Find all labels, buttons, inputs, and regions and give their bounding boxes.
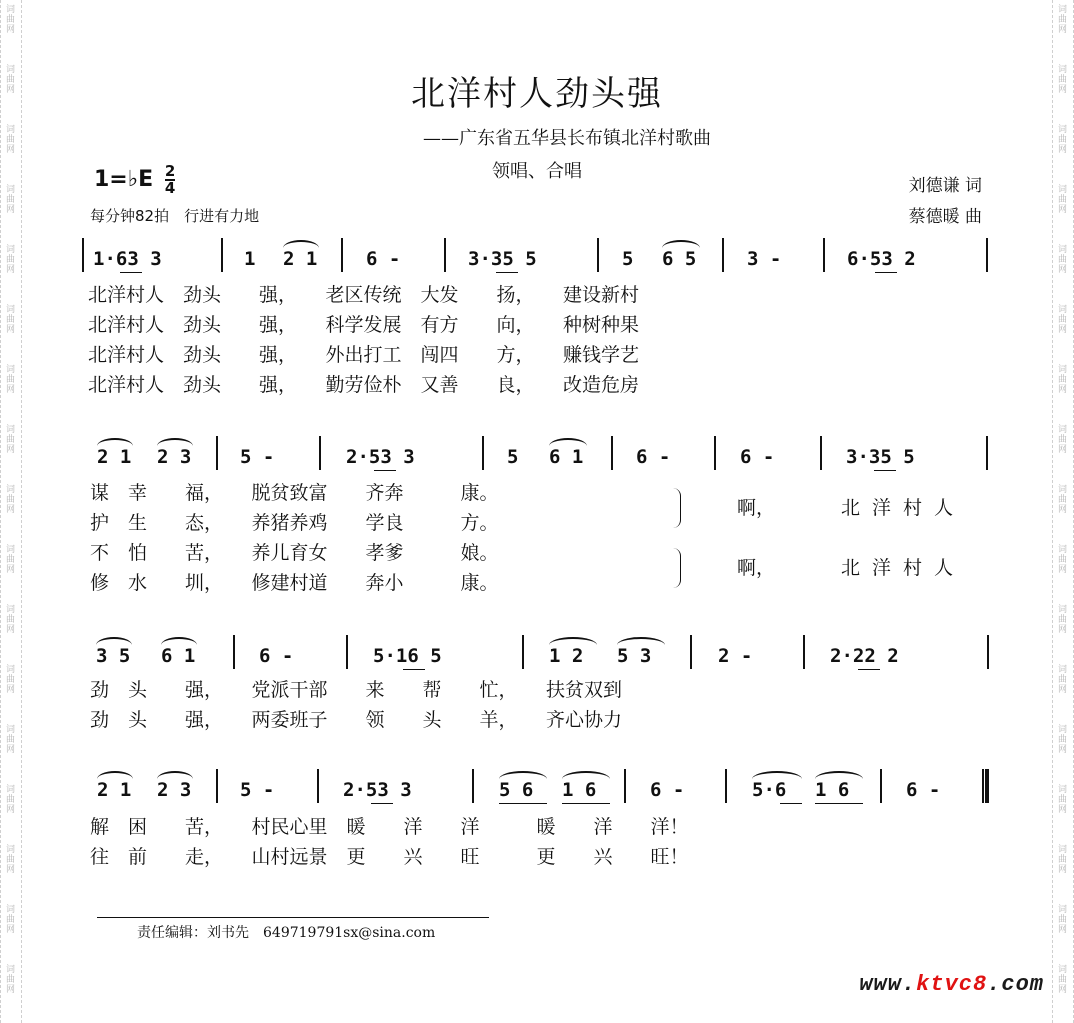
- measure-notes: 2 3: [157, 779, 192, 801]
- watermark-text: 词曲网: [1056, 244, 1066, 274]
- watermark-text: 词曲网: [4, 904, 14, 934]
- barline: [216, 769, 218, 803]
- measure-notes: 2 1: [97, 446, 132, 468]
- underline-beam: [875, 272, 897, 273]
- underline-beam: [403, 669, 425, 670]
- watermark-text: 词曲网: [1056, 364, 1066, 394]
- watermark-text: 词曲网: [1056, 724, 1066, 754]
- barline: [317, 769, 319, 803]
- barline: [611, 436, 613, 470]
- measure-notes: 3·35 5: [468, 248, 537, 270]
- watermark-text: 词曲网: [4, 124, 14, 154]
- measure-notes: 5: [507, 446, 519, 468]
- verse-brace: [672, 548, 681, 588]
- barline: [472, 769, 474, 803]
- measure-notes: 6 1: [161, 645, 196, 667]
- lyric-verse-3: 不 怕 苦， 养儿育女 孝爹 娘。: [90, 542, 499, 564]
- watermark-text: 词曲网: [4, 964, 14, 994]
- editor-credit: 责任编辑：刘书先 649719791sx@sina.com: [137, 925, 436, 941]
- watermark-text: 词曲网: [1056, 544, 1066, 574]
- key-signature: [94, 164, 175, 196]
- watermark-text: 词曲网: [4, 364, 14, 394]
- measure-notes: 2·22 2: [830, 645, 899, 667]
- lyric-verse-4: 北洋村人 劲头 强， 勤劳俭朴 又善 良， 改造危房: [88, 374, 640, 396]
- barline: [803, 635, 805, 669]
- measure-notes: 5·6: [752, 779, 787, 801]
- barline: [444, 238, 446, 272]
- barline: [522, 635, 524, 669]
- barline: [82, 238, 84, 272]
- watermark-text: 词曲网: [4, 64, 14, 94]
- measure-notes: 5 6: [499, 779, 534, 801]
- measure-notes: 1 6: [562, 779, 597, 801]
- watermark-text: 词曲网: [4, 544, 14, 574]
- measure-notes: 5 3: [617, 645, 652, 667]
- underline-beam: [562, 803, 610, 804]
- right-watermark-strip: [1052, 0, 1074, 1023]
- watermark-text: 词曲网: [1056, 784, 1066, 814]
- measure-notes: 3·35 5: [846, 446, 915, 468]
- measure-notes: 6 -: [740, 446, 775, 468]
- measure-notes: 6 1: [549, 446, 584, 468]
- barline: [233, 635, 235, 669]
- barline: [722, 238, 724, 272]
- lyric-verse-1: 北洋村人 劲头 强， 老区传统 大发 扬， 建设新村: [88, 284, 640, 306]
- watermark-text: 词曲网: [4, 244, 14, 274]
- left-watermark-strip: [0, 0, 22, 1023]
- measure-notes: 2·53 3: [343, 779, 412, 801]
- underline-beam: [499, 803, 547, 804]
- barline: [725, 769, 727, 803]
- measure-notes: 6 -: [636, 446, 671, 468]
- barline: [880, 769, 882, 803]
- lyric-verse-2: 北洋村人 劲头 强， 科学发展 有方 向， 种树种果: [88, 314, 640, 336]
- lyric-verse-2: 护 生 态， 养猪养鸡 学良 方。: [90, 512, 499, 534]
- barline: [986, 436, 988, 470]
- measure-notes: 3 5: [96, 645, 131, 667]
- song-subtitle: ——广东省五华县长布镇北洋村歌曲: [423, 128, 711, 149]
- watermark-text: 词曲网: [4, 724, 14, 754]
- song-title: 北洋村人劲头强: [411, 74, 663, 114]
- measure-notes: 2 -: [718, 645, 753, 667]
- barline: [986, 238, 988, 272]
- barline: [624, 769, 626, 803]
- lyric-verse-2: 往 前 走， 山村远景 更 兴 旺 更 兴 旺！: [90, 846, 689, 868]
- refrain-ah: 啊，: [737, 557, 776, 579]
- watermark-text: 词曲网: [4, 484, 14, 514]
- barline: [319, 436, 321, 470]
- underline-beam: [374, 470, 396, 471]
- barline: [714, 436, 716, 470]
- watermark-text: 词曲网: [4, 844, 14, 874]
- site-logo[interactable]: [859, 972, 1044, 997]
- measure-notes: 2 1: [283, 248, 318, 270]
- lyric-verse-3: 北洋村人 劲头 强， 外出打工 闯四 方， 赚钱学艺: [88, 344, 640, 366]
- measure-notes: 6 -: [650, 779, 685, 801]
- underline-beam: [371, 803, 393, 804]
- underline-beam: [496, 272, 518, 273]
- measure-notes: 6·53 2: [847, 248, 916, 270]
- watermark-text: 词曲网: [1056, 604, 1066, 634]
- measure-notes: 5 -: [240, 779, 275, 801]
- lyric-verse-1: 解 困 苦， 村民心里 暖 洋 洋 暖 洋 洋！: [90, 816, 689, 838]
- watermark-text: 词曲网: [4, 184, 14, 214]
- barline: [820, 436, 822, 470]
- barline: [482, 436, 484, 470]
- lyric-verse-1: 劲 头 强， 党派干部 来 帮 忙， 扶贫双到: [90, 679, 623, 701]
- measure-notes: 6 5: [662, 248, 697, 270]
- time-top: 2: [164, 162, 176, 180]
- measure-notes: 6 -: [259, 645, 294, 667]
- site-prefix: www.: [859, 972, 917, 997]
- underline-beam: [858, 669, 880, 670]
- measure-notes: 5: [622, 248, 634, 270]
- barline: [346, 635, 348, 669]
- site-suffix: .com: [987, 972, 1044, 997]
- barline: [597, 238, 599, 272]
- measure-notes: 2 3: [157, 446, 192, 468]
- performance-form: 领唱、合唱: [492, 161, 582, 182]
- watermark-text: 词曲网: [4, 604, 14, 634]
- measure-notes: 5·16 5: [373, 645, 442, 667]
- watermark-text: 词曲网: [1056, 304, 1066, 334]
- lyricist-credit: 刘德谦 词: [908, 176, 982, 196]
- refrain-words: 北洋村人: [841, 497, 966, 519]
- underline-beam: [120, 272, 142, 273]
- watermark-text: 词曲网: [1056, 664, 1066, 694]
- key-label: 1=♭E: [94, 167, 154, 192]
- verse-brace: [672, 488, 681, 528]
- lyric-verse-2: 劲 头 强， 两委班子 领 头 羊， 齐心协力: [90, 709, 623, 731]
- watermark-text: 词曲网: [1056, 4, 1066, 34]
- measure-notes: 5 -: [240, 446, 275, 468]
- measure-notes: 6 -: [906, 779, 941, 801]
- measure-notes: 6 -: [366, 248, 401, 270]
- time-bottom: 4: [164, 179, 176, 197]
- underline-beam: [815, 803, 863, 804]
- time-signature: [165, 164, 175, 196]
- measure-notes: 1·63 3: [93, 248, 162, 270]
- watermark-text: 词曲网: [1056, 484, 1066, 514]
- measure-notes: 3 -: [747, 248, 782, 270]
- barline: [221, 238, 223, 272]
- watermark-text: 词曲网: [1056, 124, 1066, 154]
- measure-notes: 2·53 3: [346, 446, 415, 468]
- site-brand: ktvc8: [916, 972, 988, 997]
- measure-notes: 1 2: [549, 645, 584, 667]
- composer-credit: 蔡德暖 曲: [908, 207, 982, 227]
- measure-notes: 1: [244, 248, 256, 270]
- barline: [341, 238, 343, 272]
- tempo-marking: 每分钟82拍 行进有力地: [90, 207, 260, 225]
- lyric-verse-4: 修 水 圳， 修建村道 奔小 康。: [90, 572, 499, 594]
- watermark-text: 词曲网: [4, 424, 14, 454]
- watermark-text: 词曲网: [1056, 64, 1066, 94]
- watermark-text: 词曲网: [1056, 184, 1066, 214]
- watermark-text: 词曲网: [1056, 964, 1066, 994]
- watermark-text: 词曲网: [1056, 424, 1066, 454]
- barline: [987, 635, 989, 669]
- watermark-text: 词曲网: [1056, 844, 1066, 874]
- final-barline: [982, 769, 989, 803]
- watermark-text: 词曲网: [1056, 904, 1066, 934]
- underline-beam: [780, 803, 802, 804]
- barline: [690, 635, 692, 669]
- watermark-text: 词曲网: [4, 784, 14, 814]
- footer-rule: [97, 917, 489, 918]
- underline-beam: [874, 470, 896, 471]
- watermark-text: 词曲网: [4, 304, 14, 334]
- measure-notes: 2 1: [97, 779, 132, 801]
- watermark-text: 词曲网: [4, 4, 14, 34]
- barline: [216, 436, 218, 470]
- refrain-words: 北洋村人: [841, 557, 966, 579]
- watermark-text: 词曲网: [4, 664, 14, 694]
- lyric-verse-1: 谋 幸 福， 脱贫致富 齐奔 康。: [90, 482, 499, 504]
- barline: [823, 238, 825, 272]
- measure-notes: 1 6: [815, 779, 850, 801]
- refrain-ah: 啊，: [737, 497, 776, 519]
